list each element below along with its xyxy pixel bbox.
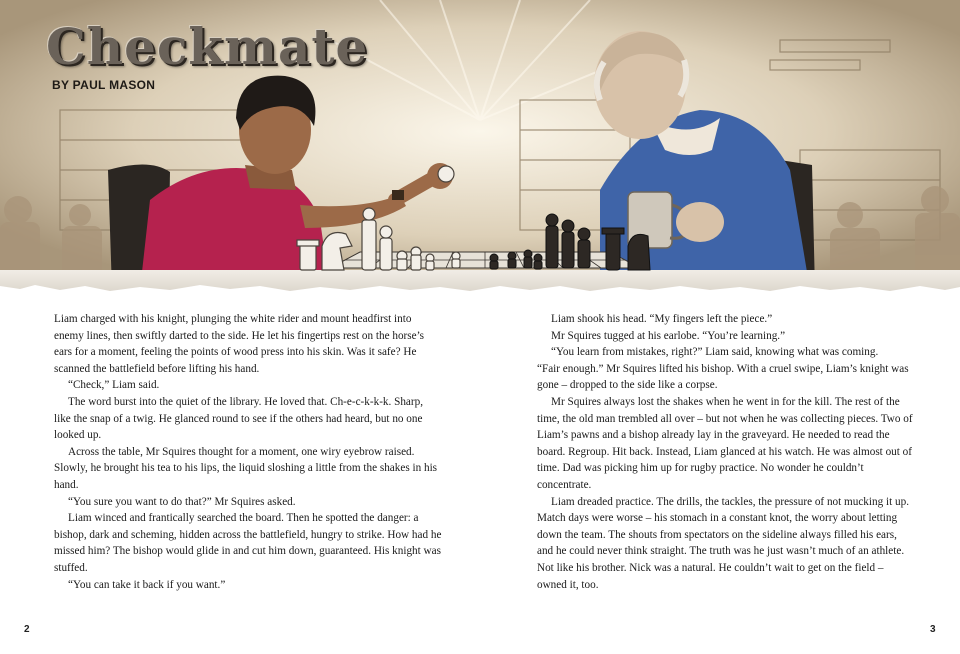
story-byline: BY PAUL MASON [52, 78, 156, 92]
paragraph: Across the table, Mr Squires thought for a moment, one wiry eyebrow raised. Slowly, he brought his tea to his lips, the liquid sloshing a little from the shakes in his hand. [54, 445, 438, 491]
paragraph: Liam shook his head. “My fingers left the piece.” [551, 313, 773, 325]
story-title: Checkmate [46, 17, 369, 76]
paragraph: Liam charged with his knight, plunging the white rider and mount headfirst into enemy lines, then swiftly darted to the side. He let his fingertips rest on the horse’s ears for a moment, feeling the points of wood press into his skin. Was it safe? He scanned the battlefield before lifting his hand. [54, 313, 425, 375]
hero-illustration [0, 0, 960, 292]
paragraph: “You learn from mistakes, right?” Liam said, knowing what was coming. [551, 346, 879, 359]
paragraph: Mr Squires tugged at his earlobe. “You’re learning.” [551, 329, 786, 342]
paragraph: Liam dreaded practice. The drills, the tackles, the pressure of not mucking it up. Match days were worse – his stomach in a constant knot, the worry about letting down the team. The shouts from spectators on the sideline always filled his ears, and he could never think straight. The truth was he just wasn’t much of an athlete. Not like his brother. Nick was a natural. He couldn’t wait to get on the field – owned it, too. [537, 495, 909, 591]
paragraph: “Check,” Liam said. [68, 379, 160, 392]
paragraph: Liam winced and frantically searched the board. Then he spotted the danger: a bishop, dark and scheming, hidden across the battlefield, hungry to strike. How had he missed him? The bishop would glide in and cut him down, guaranteed. His knight was stuffed. [54, 512, 442, 574]
left-text-column [54, 311, 442, 593]
paragraph: Mr Squires always lost the shakes when he went in for the kill. The rest of the time, the old man trembled all over – but not when he was collecting pieces. Two of Liam’s pawns and a bishop already lay in the graveyard. He needed to read the board. Regroup. Hit back. Instead, Liam glanced at his watch. He was almost out of time. Dad was picking him up for rugby practice. No wonder he couldn’t concentrate. [537, 395, 913, 491]
page-number-left: 2 [24, 624, 30, 635]
paragraph: “You can take it back if you want.” [68, 578, 226, 591]
paragraph: “Fair enough.” Mr Squires lifted his bishop. With a cruel swipe, Liam’s knight was gone – dropped to the side like a corpse. [537, 362, 909, 392]
right-text-column [537, 311, 913, 593]
paragraph: The word burst into the quiet of the library. He loved that. Ch-e-c-k-k-k. Sharp, like the snap of a twig. He glanced round to see if the others had heard, but no one looked up. [54, 395, 424, 442]
paragraph: “You sure you want to do that?” Mr Squires asked. [68, 495, 296, 508]
page-number-right: 3 [930, 624, 936, 635]
